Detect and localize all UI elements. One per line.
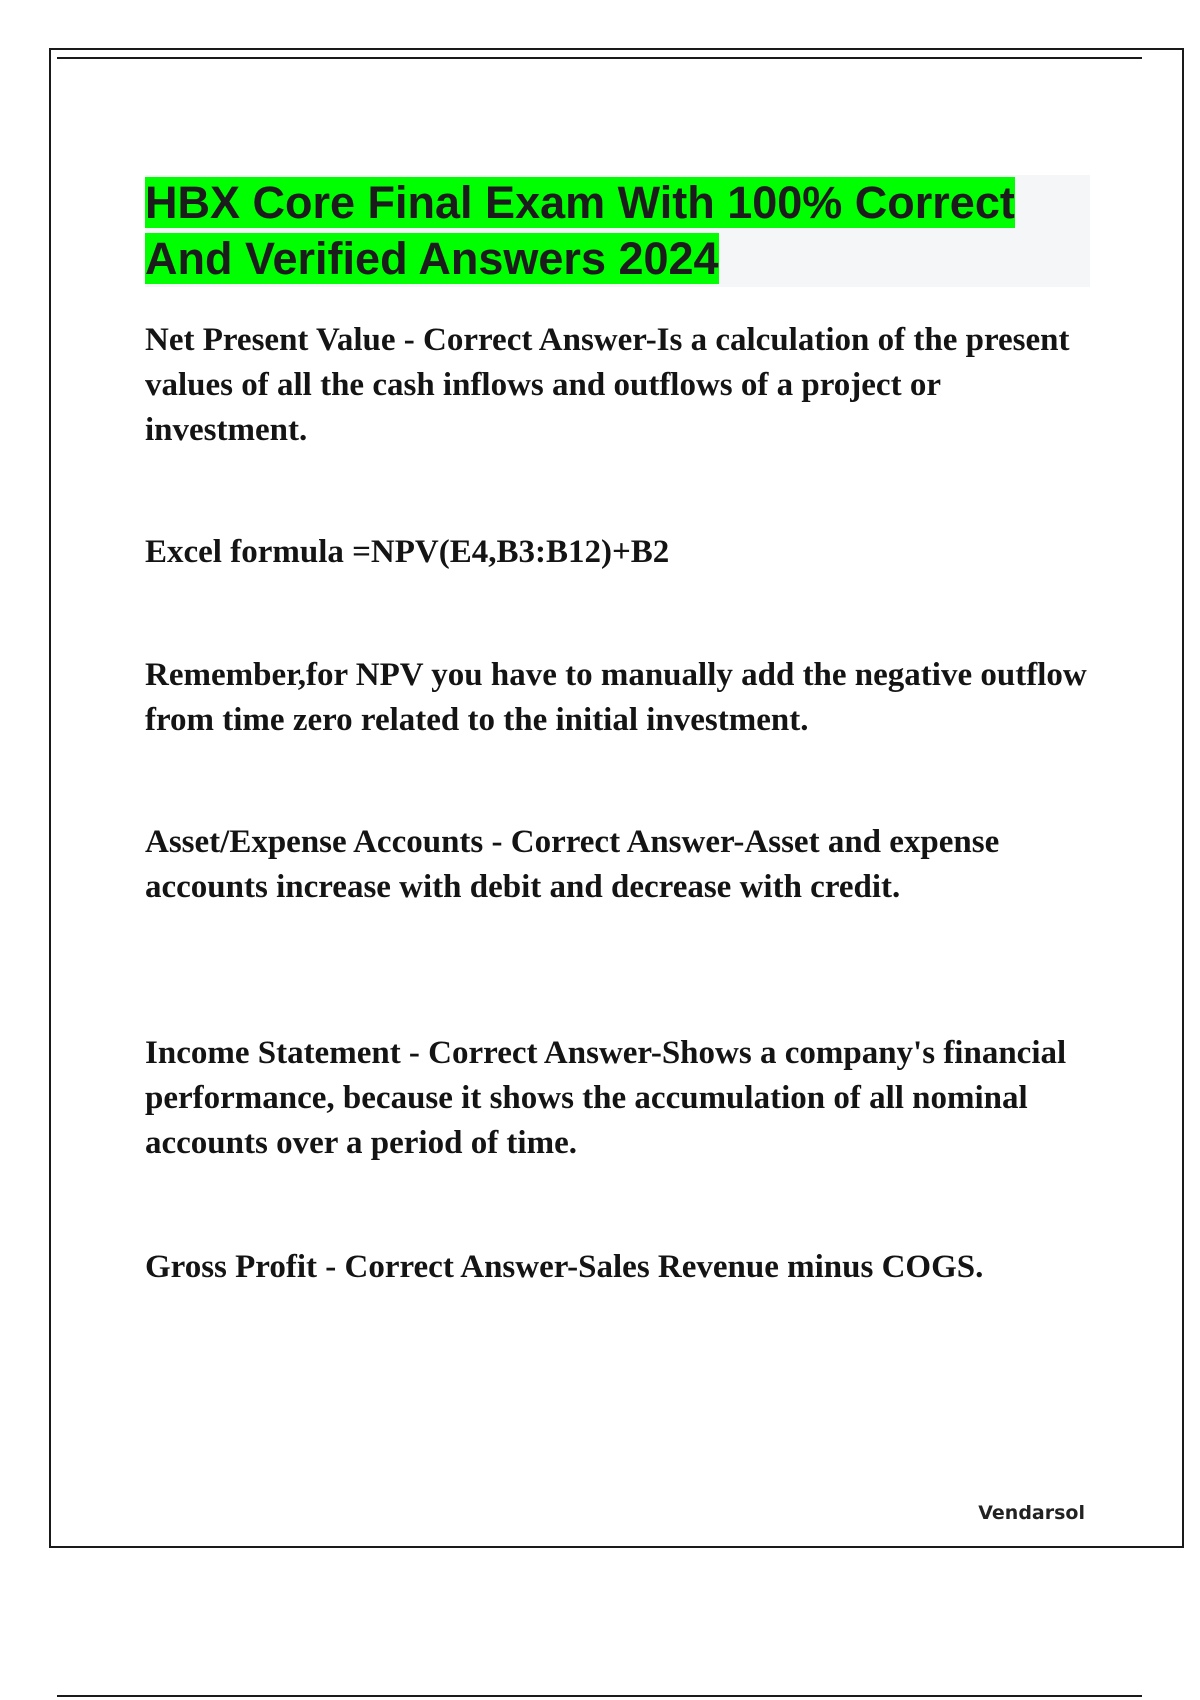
document-title-text: HBX Core Final Exam With 100% Correct And Verified Answers 2024 — [145, 177, 1015, 285]
entry-net-present-value: Net Present Value - Correct Answer-Is a calculation of the present values of all the cash inflows and outflows of a project or investment. — [145, 322, 1070, 448]
entry-income-statement: Income Statement - Correct Answer-Shows a company's financial performance, because it shows the accumulation of all nominal accounts over a period of time. — [145, 1035, 1067, 1161]
entry-asset-expense-accounts: Asset/Expense Accounts - Correct Answer-Asset and expense accounts increase with debit and decrease with credit. — [145, 824, 1000, 905]
bottom-rule-divider — [57, 1695, 1142, 1697]
entry-gross-profit: Gross Profit - Correct Answer-Sales Revenue minus COGS. — [145, 1249, 984, 1285]
entry-excel-formula: Excel formula =NPV(E4,B3:B12)+B2 — [145, 534, 670, 570]
top-rule-divider — [57, 57, 1142, 59]
footer-brand: Vendarsol — [978, 1502, 1085, 1524]
entry-npv-reminder: Remember,for NPV you have to manually add the negative outflow from time zero related to the initial investment. — [145, 657, 1087, 738]
document-title — [145, 175, 1090, 287]
